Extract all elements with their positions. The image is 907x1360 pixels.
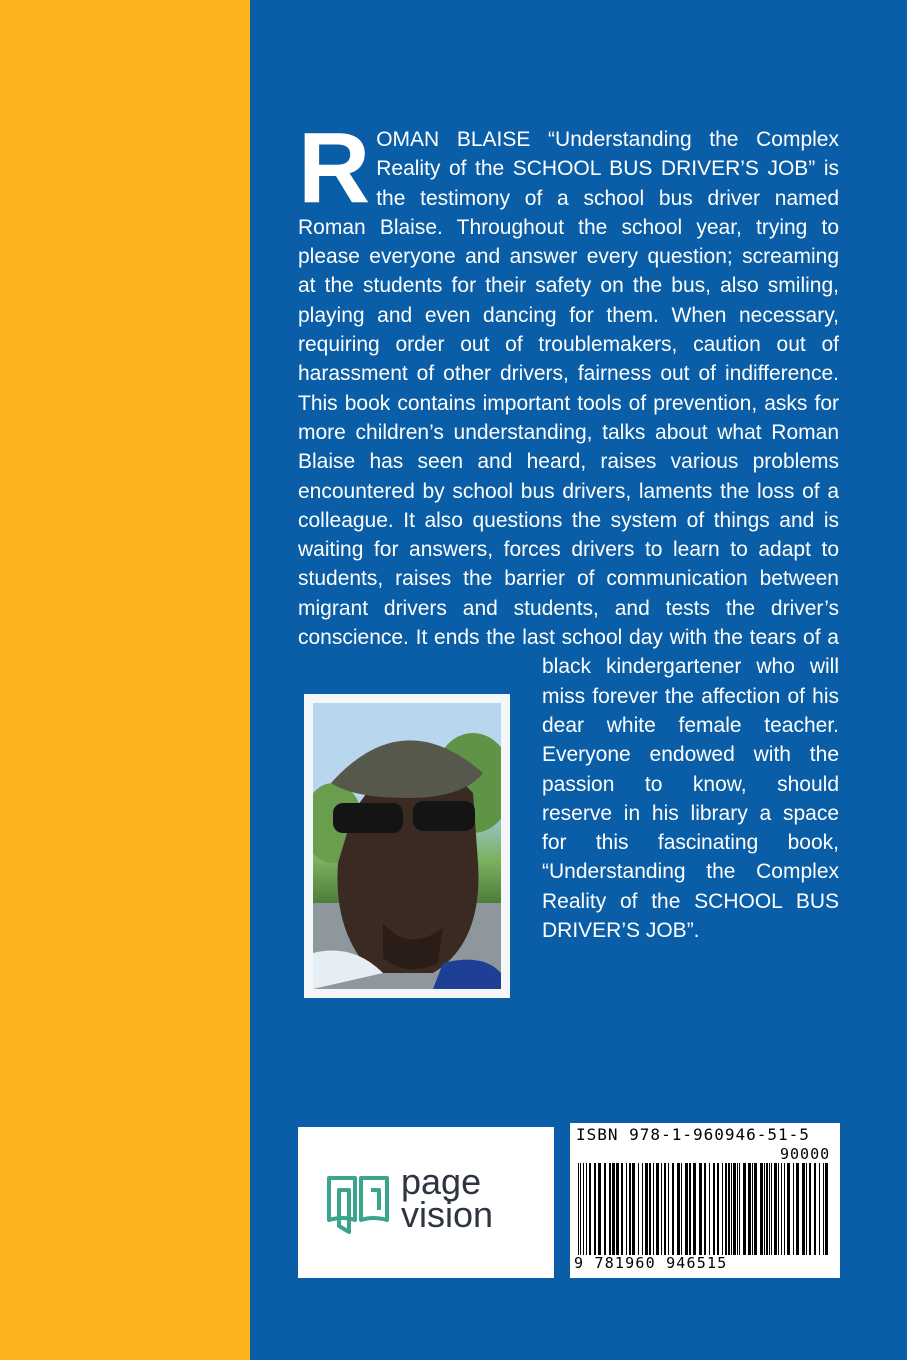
book-logo-icon <box>325 1170 391 1236</box>
barcode-bar <box>642 1163 643 1255</box>
barcode-bar <box>787 1163 790 1255</box>
barcode-bar <box>649 1163 651 1255</box>
price-code: 90000 <box>780 1145 831 1163</box>
barcode-bar <box>760 1163 763 1255</box>
barcode-bars <box>576 1163 834 1255</box>
barcode-bar <box>621 1163 623 1255</box>
barcode-bar <box>583 1163 584 1255</box>
barcode-bar <box>823 1163 824 1255</box>
barcode-bar <box>638 1163 639 1255</box>
barcode-bar <box>771 1163 772 1255</box>
publisher-name-line1: page <box>401 1161 482 1202</box>
barcode-bar <box>737 1163 738 1255</box>
barcode-bar <box>743 1163 746 1255</box>
barcode-bar <box>802 1163 805 1255</box>
barcode-bar <box>766 1163 768 1255</box>
barcode-bar <box>656 1163 659 1255</box>
barcode-bar <box>672 1163 674 1255</box>
barcode-bar <box>793 1163 794 1255</box>
barcode-bar <box>806 1163 807 1255</box>
barcode-bar <box>653 1163 654 1255</box>
ean-digits: 9 781960 946515 <box>574 1254 728 1272</box>
barcode-bar <box>626 1163 627 1255</box>
barcode-bar <box>819 1163 820 1255</box>
barcode-bar <box>825 1163 828 1255</box>
barcode-bar <box>725 1163 727 1255</box>
barcode-bar <box>781 1163 782 1255</box>
barcode-bar <box>632 1163 635 1255</box>
publisher-name-line2: vision <box>401 1194 494 1235</box>
barcode-bar <box>661 1163 662 1255</box>
barcode-bar <box>693 1163 696 1255</box>
barcode-bar <box>664 1163 666 1255</box>
barcode-bar <box>685 1163 688 1255</box>
barcode-bar <box>681 1163 682 1255</box>
barcode-bar <box>616 1163 619 1255</box>
barcode-bar <box>612 1163 615 1255</box>
barcode-bar <box>769 1163 770 1255</box>
barcode-bar <box>809 1163 811 1255</box>
barcode-bar <box>722 1163 723 1255</box>
spine-stripe <box>0 0 250 1360</box>
barcode-bar <box>689 1163 691 1255</box>
barcode-bar <box>578 1163 579 1255</box>
barcode-bar <box>796 1163 799 1255</box>
isbn-label: ISBN 978-1-960946-51-5 <box>576 1125 810 1144</box>
barcode-bar <box>731 1163 732 1255</box>
photo-text-wrap-spacer <box>304 625 522 943</box>
barcode-bar <box>717 1163 719 1255</box>
barcode-bar <box>629 1163 631 1255</box>
barcode-bar <box>709 1163 710 1255</box>
blurb-text-beside-photo: last school day with the tears of a black kindergartener who will miss forever the affection of his dear white female teacher. Everyone endowed with the passion to know, should reserve in his library a space for this fascinating book, “Understanding the Complex Reality of the SCHOOL BUS DRIVER’S JOB”. <box>522 626 839 943</box>
barcode-bar <box>754 1163 757 1255</box>
barcode-bar <box>784 1163 785 1255</box>
publisher-logo-box <box>298 1127 554 1278</box>
barcode-bar <box>814 1163 816 1255</box>
barcode-bar <box>645 1163 648 1255</box>
blurb-text-main: OMAN BLAISE “Understanding the Complex Reality of the SCHOOL BUS DRIVER’S JOB” is the testimony of a school bus driver named Roman Blaise. Throughout the school year, trying to please everyone and answer every question; screaming at the students for their safety on the bus, also smiling, playing and even dancing for them. When necessary, requiring order out of troublemakers, caution out of harassment of other drivers, fairness out of indifference. This book contains important tools of prevention, asks for more children’s understanding, talks about what Roman Blaise has seen and heard, raises various problems encountered by school bus drivers, laments the loss of a colleague. It also questions the system of things and is waiting for answers, forces drivers to learn to adapt to students, raises the barrier of communication between migrant drivers and students, and tests the driver’s conscience. It ends the <box>298 128 839 650</box>
barcode-bar <box>604 1163 606 1255</box>
barcode-bar <box>586 1163 587 1255</box>
barcode-bar <box>580 1163 581 1255</box>
barcode-bar <box>752 1163 753 1255</box>
barcode-bar <box>589 1163 591 1255</box>
barcode-bar <box>677 1163 680 1255</box>
barcode-bar <box>668 1163 669 1255</box>
barcode-bar <box>778 1163 779 1255</box>
barcode-bar <box>764 1163 765 1255</box>
back-cover-blurb <box>298 112 839 945</box>
publisher-name <box>401 1161 494 1235</box>
barcode-bar <box>728 1163 730 1255</box>
barcode-bar <box>598 1163 601 1255</box>
barcode-bar <box>774 1163 777 1255</box>
barcode-bar <box>594 1163 596 1255</box>
barcode-bar <box>704 1163 706 1255</box>
barcode-bar <box>739 1163 740 1255</box>
barcode-bar <box>713 1163 715 1255</box>
barcode-bar <box>748 1163 751 1255</box>
barcode-bar <box>609 1163 611 1255</box>
barcode-bar <box>733 1163 736 1255</box>
isbn-barcode-box <box>570 1123 840 1278</box>
barcode-bar <box>699 1163 702 1255</box>
drop-cap-letter: R <box>298 112 371 224</box>
